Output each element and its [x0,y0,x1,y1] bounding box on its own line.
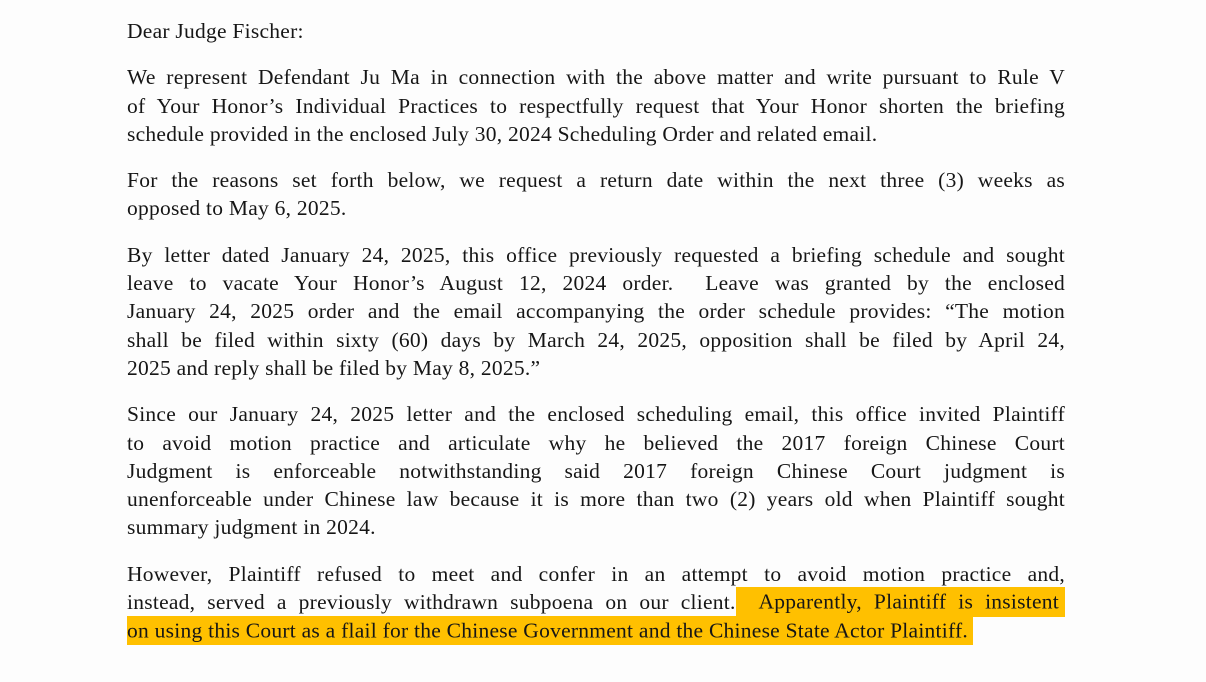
text-line: schedule provided in the enclosed July 30, 2024 Scheduling Order and related email. [127,121,878,146]
paragraph-2 [127,166,1065,223]
salutation: Dear Judge Fischer: [127,19,304,43]
text-line [127,616,1065,644]
text-line: For the reasons set forth below, we request a return date within the next three (3) weeks as [127,168,1065,193]
highlighted-text: Apparently, Plaintiff is insistent [736,587,1065,616]
text-line: of Your Honor’s Individual Practices to respectfully request that Your Honor shorten the briefing [127,93,1065,118]
text-line: summary judgment in 2024. [127,515,376,540]
text-line: Since our January 24, 2025 letter and the enclosed scheduling email, this office invited Plaintiff [127,402,1065,427]
text-line: opposed to May 6, 2025. [127,196,347,221]
text-line: However, Plaintiff refused to meet and confer in an attempt to avoid motion practice and, [127,561,1065,586]
paragraph-4 [127,400,1065,541]
text-line: January 24, 2025 order and the email accompanying the order schedule provides: “The motion [127,299,1065,324]
text-line: Judgment is enforceable notwithstanding said 2017 foreign Chinese Court judgment is [127,458,1065,483]
text-line: By letter dated January 24, 2025, this office previously requested a briefing schedule and sought [127,242,1065,267]
text-line: 2025 and reply shall be filed by May 8, 2025.” [127,355,541,380]
text-segment: instead, served a previously withdrawn subpoena on our client. [127,590,736,615]
paragraph-3 [127,241,1065,382]
paragraph-5 [127,560,1065,645]
text-line: We represent Defendant Ju Ma in connection with the above matter and write pursuant to Rule V [127,65,1065,90]
text-line: shall be filed within sixty (60) days by March 24, 2025, opposition shall be filed by April 24, [127,327,1065,352]
text-line: unenforceable under Chinese law because it is more than two (2) years old when Plaintiff sought [127,487,1065,512]
text-line: leave to vacate Your Honor’s August 12, 2024 order. Leave was granted by the enclosed [127,271,1065,296]
paragraph-1 [127,63,1065,148]
text-line [127,588,1065,616]
letter-body [127,17,1065,645]
highlighted-line: on using this Court as a flail for the Chinese Government and the Chinese State Actor Plaintiff. [127,616,973,645]
text-line: to avoid motion practice and articulate why he believed the 2017 foreign Chinese Court [127,430,1065,455]
